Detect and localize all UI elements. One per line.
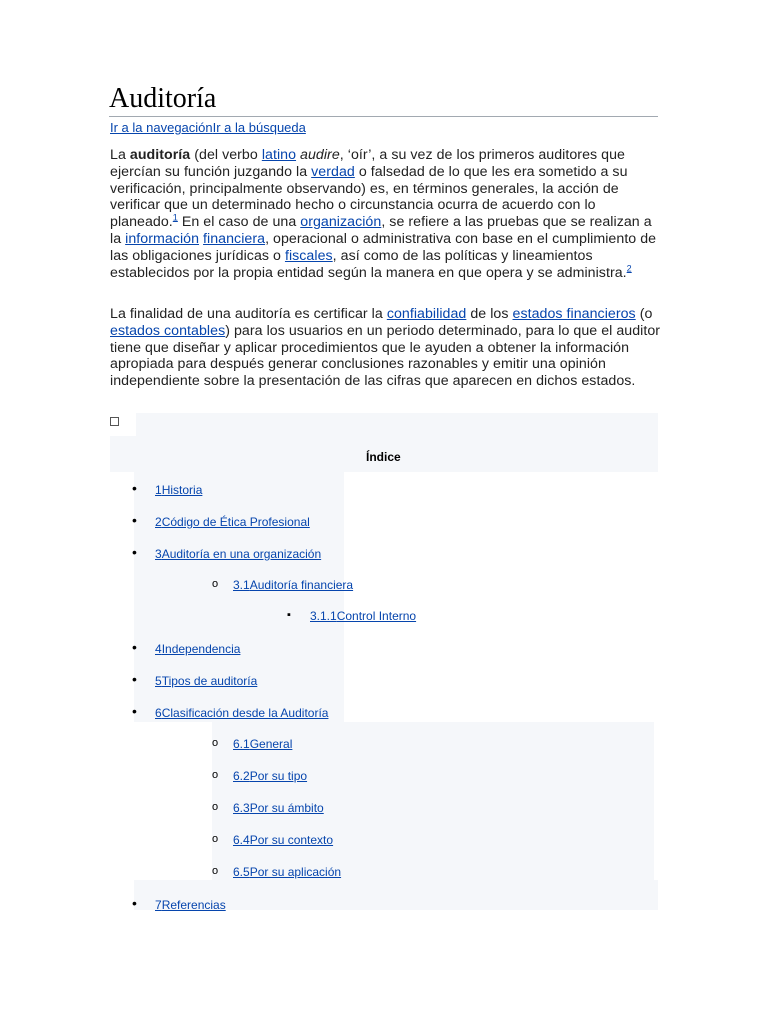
toc-bullet <box>132 639 137 655</box>
toc-item-label: Independencia <box>161 642 241 656</box>
link-informacion[interactable]: información <box>125 230 200 247</box>
purpose-paragraph <box>110 306 662 390</box>
toc-bullet <box>287 609 291 621</box>
link-confiabilidad[interactable]: confiabilidad <box>386 306 467 322</box>
toc-toggle-checkbox[interactable] <box>110 417 119 426</box>
p1-text: o falsedad de lo que les era sometido a su verificación, principalmente observando) es, en términos generales, la acción de verificar que un determinado hecho o circunstancia ocurra de acuerdo con lo planeado. <box>110 163 628 231</box>
toc-item[interactable] <box>310 609 416 623</box>
toc-item[interactable] <box>233 578 353 592</box>
toc-item-label: Por su tipo <box>249 769 308 783</box>
p1-italic-term: audire <box>300 147 340 163</box>
p2-text: La finalidad de una auditoría es certificar la <box>110 306 387 322</box>
link-financiera[interactable]: financiera <box>203 230 266 247</box>
toc-item-number: 6.5 <box>233 865 250 879</box>
toc-item-number: 6.2 <box>233 769 250 783</box>
toc-item-number: 6.3 <box>233 801 250 815</box>
toc-item[interactable] <box>233 737 292 751</box>
toc-heading: Índice <box>366 450 401 464</box>
toc-item-number: 7 <box>155 898 162 912</box>
toc-bullet <box>132 480 137 496</box>
p1-text: , ‘oír’, a su vez de los primeros auditores que ejercían su función juzgando la <box>110 147 625 180</box>
toc-item[interactable] <box>155 674 257 688</box>
p1-bold-term: auditoría <box>129 147 191 163</box>
link-latino[interactable]: latino <box>261 147 297 163</box>
toc-item-number: 3 <box>155 547 162 561</box>
toc-item-label: Control Interno <box>336 609 417 623</box>
toc-item[interactable] <box>233 769 307 783</box>
p1-text: La <box>110 147 130 163</box>
toc-item[interactable] <box>233 801 324 815</box>
toc-item[interactable] <box>155 515 310 529</box>
p2-text: ) para los usuarios en un periodo determinado, para lo que el auditor tiene que diseñar y aplicar procedimientos que le ayuden a obtener la información apropiada para después generar conclusiones razonables y emitir una opinión independiente sobre la presentación de las cifras que aparecen en dichos estados. <box>110 322 661 390</box>
toc-bullet <box>132 544 137 560</box>
p1-text: En el caso de una <box>177 214 301 231</box>
toc-item[interactable] <box>155 483 202 497</box>
toc-bullet <box>212 769 218 781</box>
jump-to-navigation-link[interactable]: Ir a la navegación <box>110 120 213 135</box>
toc-bullet <box>212 578 218 590</box>
toc-item-number: 2 <box>155 515 162 529</box>
toc-background <box>136 413 658 436</box>
link-verdad[interactable]: verdad <box>311 163 355 180</box>
link-fiscales[interactable]: fiscales <box>284 247 333 264</box>
toc-item[interactable] <box>233 865 341 879</box>
toc-item-label: Referencias <box>161 898 226 912</box>
page-title: Auditoría <box>109 82 658 117</box>
toc-bullet <box>132 512 137 528</box>
p2-text: (o <box>635 306 653 322</box>
toc-item-label: Por su contexto <box>249 833 334 847</box>
toc-item-number: 3.1.1 <box>310 609 337 623</box>
reference-2-link[interactable]: 2 <box>626 262 632 273</box>
p1-text: , así como de las políticas y lineamientos establecidos por la propia entidad según la manera en que opera y se administra. <box>110 247 627 281</box>
toc-bullet <box>132 671 137 687</box>
toc-item-number: 5 <box>155 674 162 688</box>
link-estados-contables[interactable]: estados contables <box>110 322 226 339</box>
toc-item-label: Auditoría en una organización <box>161 547 322 561</box>
toc-item[interactable] <box>155 547 321 561</box>
toc-item-label: Auditoría financiera <box>249 578 354 592</box>
p1-text: (del verbo <box>190 147 262 163</box>
toc-bullet <box>132 895 137 911</box>
toc-bullet <box>212 801 218 813</box>
toc-bullet <box>212 833 218 845</box>
toc-bullet <box>132 703 137 719</box>
toc-item-label: General <box>249 737 293 751</box>
jump-to-search-link[interactable]: Ir a la búsqueda <box>212 120 306 135</box>
toc-item-label: Historia <box>161 483 203 497</box>
intro-paragraph <box>110 147 662 281</box>
toc-item-label: Código de Ética Profesional <box>161 515 310 529</box>
toc-item-number: 6.4 <box>233 833 250 847</box>
toc-item-label: Clasificación desde la Auditoría <box>161 706 329 720</box>
p1-text: , operacional o administrativa con base en el cumplimiento de las obligaciones jurídicas o <box>110 230 657 264</box>
link-estados-financieros[interactable]: estados financieros <box>512 306 636 322</box>
toc-item-number: 1 <box>155 483 162 497</box>
toc-bullet <box>212 737 218 749</box>
toc-item[interactable] <box>155 642 240 656</box>
toc-item-number: 4 <box>155 642 162 656</box>
jump-links <box>110 120 306 136</box>
toc-item[interactable] <box>155 706 328 720</box>
toc-item-label: Por su ámbito <box>249 801 324 815</box>
toc-bullet <box>212 865 218 877</box>
toc-item-label: Por su aplicación <box>249 865 342 879</box>
reference-1-link[interactable]: 1 <box>172 212 178 223</box>
p2-text: de los <box>466 306 513 322</box>
toc-item-number: 6.1 <box>233 737 250 751</box>
toc-item-label: Tipos de auditoría <box>161 674 258 688</box>
link-organizacion[interactable]: organización <box>300 214 382 231</box>
toc-item-number: 6 <box>155 706 162 720</box>
toc-item[interactable] <box>155 898 226 912</box>
toc-item[interactable] <box>233 833 333 847</box>
p1-text: , se refiere a las pruebas que se realizan a la <box>110 214 652 247</box>
toc-item-number: 3.1 <box>233 578 250 592</box>
